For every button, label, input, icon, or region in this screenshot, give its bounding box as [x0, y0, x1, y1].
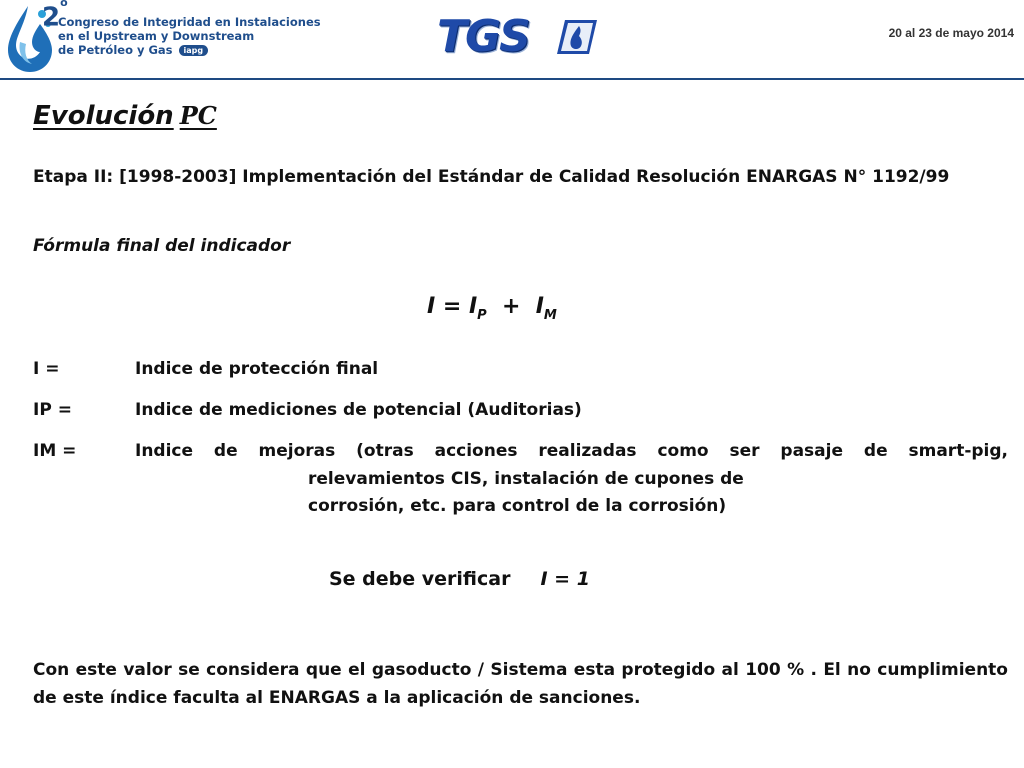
slide-header — [0, 0, 1024, 80]
definition-continuation: relevamientos CIS, instalación de cupones de — [308, 469, 744, 489]
tgs-logo-text: TGS — [437, 11, 529, 62]
definition-row — [33, 397, 1008, 424]
etapa-description: Etapa II: [1998-2003] Implementación del Estándar de Calidad Resolución ENARGAS N° 1192/99 — [33, 167, 950, 187]
congress-title-line: Congreso de Integridad en Instalaciones — [58, 15, 321, 29]
formula-label: Fórmula final del indicador — [33, 236, 291, 256]
definition-continuation: corrosión, etc. para control de la corrosión) — [308, 496, 727, 516]
definition-description: Indice de mejoras (otras acciones realizadas como ser pasaje de smart-pig, — [135, 441, 1008, 461]
congress-logo — [6, 0, 321, 74]
definition-row — [33, 356, 1008, 383]
definition-term: IP = — [33, 400, 72, 420]
header-divider — [0, 78, 1024, 80]
slide-title-suffix: PC — [179, 101, 217, 130]
definition-description: Indice de mediciones de potencial (Auditorias) — [135, 400, 582, 420]
definition-term: I = — [33, 359, 60, 379]
congress-edition: 2$^o$ — [42, 0, 68, 33]
definition-row — [33, 438, 1008, 465]
verification-statement — [329, 568, 590, 590]
flame-icon — [557, 18, 597, 56]
verification-equation: I = 1 — [540, 568, 590, 590]
slide-title — [33, 101, 217, 131]
definition-description: Indice de protección final — [135, 359, 379, 379]
congress-title-line: en el Upstream y Downstream — [58, 29, 255, 43]
slide-title-text: Evolución — [33, 101, 174, 131]
definition-term: IM = — [33, 441, 77, 461]
indicator-formula: $I = I_P + I_M$ — [427, 294, 557, 323]
congress-title-line: de Petróleo y Gas iapg — [58, 43, 321, 57]
iapg-badge: iapg — [179, 45, 209, 56]
congress-title — [58, 15, 321, 57]
conclusion-paragraph: Con este valor se considera que el gasoducto / Sistema esta protegido al 100 % . El no cumplimiento de este índice faculta al ENARGAS a la aplicación de sanciones. — [33, 660, 1008, 708]
event-date: 20 al 23 de mayo 2014 — [888, 26, 1014, 40]
verification-text: Se debe verificar — [329, 568, 511, 590]
